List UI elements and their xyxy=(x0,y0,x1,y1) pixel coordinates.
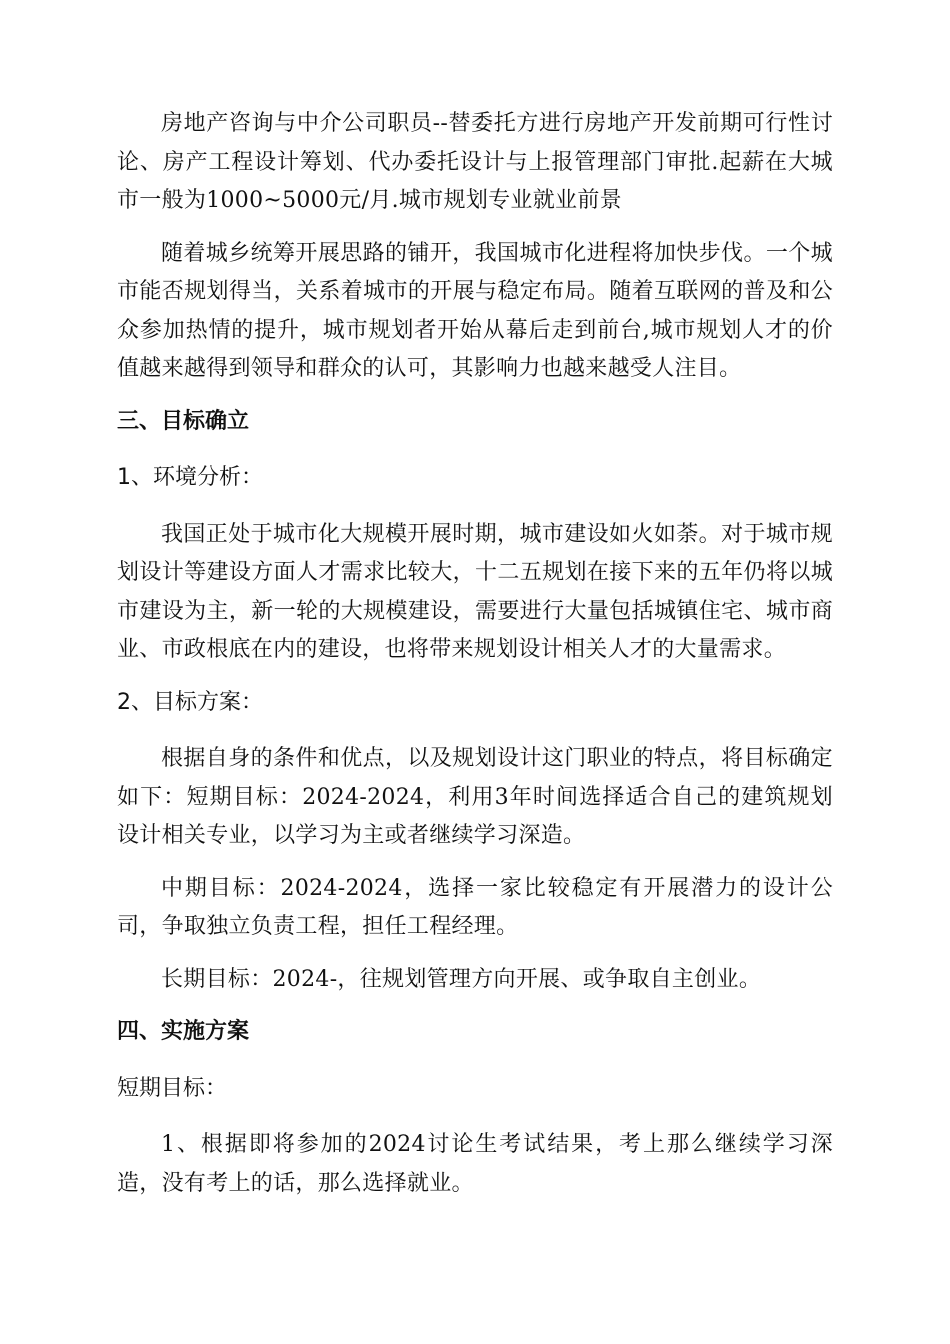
paragraph-environment-analysis: 我国正处于城市化大规模开展时期，城市建设如火如荼。对于城市规划设计等建设方面人才需求比较大，十二五规划在接下来的五年仍将以城市建设为主，新一轮的大规模建设，需要进行大量包括城镇住宅、城市商业、市政根底在内的建设，也将带来规划设计相关人才的大量需求。 xyxy=(117,521,833,662)
paragraph-urban-planning-outlook: 随着城乡统筹开展思路的铺开，我国城市化进程将加快步伐。一个城市能否规划得当，关系着城市的开展与稳定布局。随着互联网的普及和公众参加热情的提升，城市规划者开始从幕后走到前台,城市规划人才的价值越来越得到领导和群众的认可，其影响力也越来越受人注目。 xyxy=(117,240,833,381)
paragraph-short-term-step-1: 1、根据即将参加的2024讨论生考试结果，考上那么继续学习深造，没有考上的话，那么选择就业。 xyxy=(117,1132,833,1196)
paragraph-real-estate-consulting: 房地产咨询与中介公司职员--替委托方进行房地产开发前期可行性讨论、房产工程设计筹划、代办委托设计与上报管理部门审批.起薪在大城市一般为1000~5000元/月.城市规划专业就业前景 xyxy=(117,111,833,213)
document-body xyxy=(117,105,833,1217)
section-heading-goal-setting: 三、目标确立 xyxy=(117,408,250,434)
subheading-environment-analysis: 1、环境分析： xyxy=(117,465,263,490)
paragraph-short-term-goal: 根据自身的条件和优点，以及规划设计这门职业的特点，将目标确定如下：短期目标：2024-2024，利用3年时间选择适合自己的建筑规划设计相关专业，以学习为主或者继续学习深造。 xyxy=(117,746,833,848)
label-short-term-goal: 短期目标： xyxy=(117,1075,228,1101)
subheading-goal-plan: 2、目标方案： xyxy=(117,689,263,715)
paragraph-long-term-goal: 长期目标：2024-，往规划管理方向开展、或争取自主创业。 xyxy=(161,966,762,992)
section-heading-implementation-plan: 四、实施方案 xyxy=(117,1019,250,1044)
paragraph-mid-term-goal: 中期目标：2024-2024，选择一家比较稳定有开展潜力的设计公司，争取独立负责工程，担任工程经理。 xyxy=(117,875,833,939)
